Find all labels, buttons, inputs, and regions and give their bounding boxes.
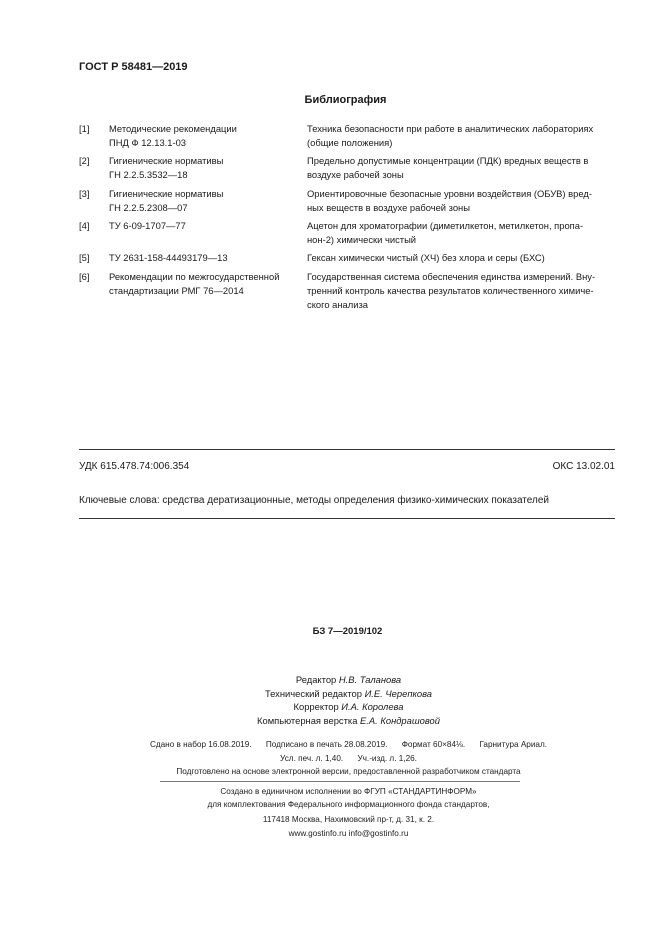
bib-source-line: Гигиенические нормативы <box>109 155 224 166</box>
bib-title <box>307 270 613 313</box>
credit-name: И.Е. Черепкова <box>364 687 433 699</box>
udk-code: УДК 615.478.74:006.354 <box>79 461 190 472</box>
credit-role: Компьютерная верстка <box>257 714 358 726</box>
bib-title-line: Государственная система обеспечения единства измерений. Вну- <box>307 271 596 282</box>
imprint-divider <box>160 781 520 782</box>
bib-source-line: ТУ 6-09-1707—77 <box>109 220 186 231</box>
credit-role: Редактор <box>295 674 337 685</box>
bib-title <box>307 251 613 265</box>
bib-title <box>307 219 613 247</box>
website-link[interactable]: www.gostinfo.ru <box>288 828 347 838</box>
bib-number: [6] <box>79 271 90 282</box>
credit-editor <box>36 673 661 687</box>
bib-number: [5] <box>79 252 90 263</box>
bib-source <box>109 219 299 233</box>
print-details-line <box>36 752 661 766</box>
bib-title <box>307 187 613 215</box>
publisher-line: для комплектования Федерального информационного фонда стандартов, <box>207 799 490 809</box>
bibliography-title: Библиография <box>304 94 387 106</box>
keywords: Ключевые слова: средства дератизационные, методы определения физико-химических показателей <box>79 495 549 506</box>
credit-name: Е.А. Кондрашовой <box>360 714 440 726</box>
publisher-info <box>0 786 661 811</box>
publisher-address <box>0 813 661 840</box>
bib-source <box>109 187 299 215</box>
divider-bottom <box>79 518 615 519</box>
credits <box>0 673 661 727</box>
bib-source-line: Гигиенические нормативы <box>109 188 224 199</box>
bib-source-line: Рекомендации по межгосударственной <box>109 271 280 282</box>
credit-tech-editor <box>36 687 661 701</box>
paper-format: Формат 60×84⅛. <box>401 740 466 749</box>
bib-number: [3] <box>79 188 90 199</box>
publisher-sheets: Уч.-изд. л. 1,26. <box>357 753 417 763</box>
bib-source <box>109 270 299 298</box>
bib-source-line: ГН 2.2.5.3532—18 <box>109 169 188 181</box>
bib-source-line: Методические рекомендации <box>109 123 237 134</box>
email-link[interactable]: info@gostinfo.ru <box>348 828 409 838</box>
print-details-line <box>36 738 661 752</box>
bib-number: [4] <box>79 220 90 231</box>
credit-layout <box>36 714 661 728</box>
bib-title <box>307 122 613 150</box>
bib-title-line: Техника безопасности при работе в аналитических лабораториях <box>307 123 594 134</box>
bib-title-line: ского анализа <box>307 299 368 311</box>
bib-title-line: нон-2) химически чистый <box>307 234 417 246</box>
bib-title <box>307 154 613 182</box>
typeset-date: Сдано в набор 16.08.2019. <box>149 740 252 749</box>
oks-code: ОКС 13.02.01 <box>552 461 615 472</box>
print-details <box>0 738 661 765</box>
typeface: Гарнитура Ариал. <box>479 740 548 749</box>
contacts-line <box>36 827 661 841</box>
prepared-note: Подготовлено на основе электронной версии, предоставленной разработчиком стандарта <box>176 767 521 776</box>
standard-designation: ГОСТ Р 58481—2019 <box>79 61 188 73</box>
credit-proofreader <box>36 700 661 714</box>
publisher-line: Создано в единичном исполнении во ФГУП «СТАНДАРТИНФОРМ» <box>220 787 477 796</box>
credit-name: Н.В. Таланова <box>338 674 402 685</box>
signed-date: Подписано в печать 28.08.2019. <box>265 740 388 749</box>
credit-role: Корректор <box>293 701 339 713</box>
divider-top <box>79 449 615 450</box>
bz-number: БЗ 7—2019/102 <box>312 626 383 637</box>
bib-source <box>109 122 299 150</box>
bib-source-line: ПНД Ф 12.13.1-03 <box>109 137 187 149</box>
bib-source-line: ТУ 2631-158-44493179—13 <box>109 252 228 263</box>
bib-title-line: ных веществ в воздухе рабочей зоны <box>307 202 470 214</box>
bib-number: [2] <box>79 155 90 166</box>
bib-source-line: ГН 2.2.5.2308—07 <box>109 202 188 214</box>
print-sheets: Усл. печ. л. 1,40. <box>280 753 344 763</box>
bib-source <box>109 154 299 182</box>
credit-role: Технический редактор <box>264 687 362 699</box>
bib-title-line: Ацетон для хроматографии (диметилкетон, метилкетон, пропа- <box>307 220 584 231</box>
bib-title-line: Гексан химически чистый (ХЧ) без хлора и серы (БХС) <box>307 252 545 263</box>
address-line: 117418 Москва, Нахимовский пр-т, д. 31, к. 2. <box>262 815 435 824</box>
credit-name: И.А. Королева <box>341 701 404 713</box>
bib-title-line: тренний контроль качества результатов количественного химиче- <box>307 285 594 297</box>
bib-source <box>109 251 299 265</box>
bib-title-line: Предельно допустимые концентрации (ПДК) вредных веществ в <box>307 155 589 166</box>
bib-number: [1] <box>79 123 90 134</box>
bib-title-line: воздухе рабочей зоны <box>307 169 404 181</box>
bib-source-line: стандартизации РМГ 76—2014 <box>109 285 244 297</box>
bib-title-line: Ориентировочные безопасные уровни воздействия (ОБУВ) вред- <box>307 188 592 199</box>
bib-title-line: (общие положения) <box>307 137 393 149</box>
